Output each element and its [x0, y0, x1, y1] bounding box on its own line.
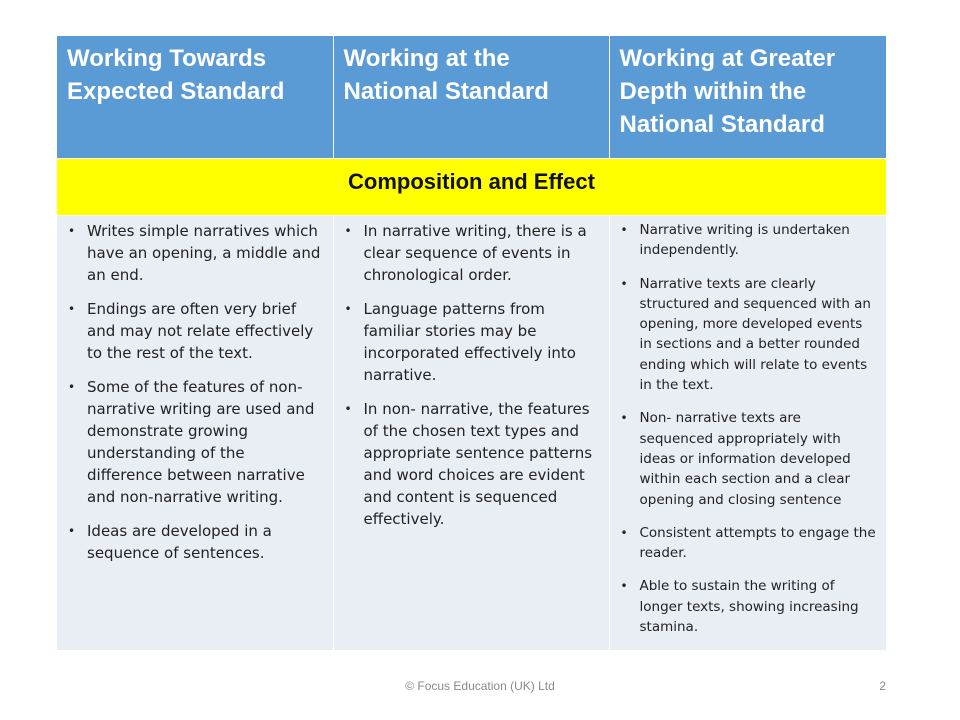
list-item-text: Endings are often very brief and may not relate effectively to the rest of the text.	[87, 300, 314, 362]
bullet-icon: •	[68, 224, 76, 238]
bullet-icon: •	[620, 579, 628, 594]
bullet-icon: •	[68, 380, 76, 394]
section-band-row	[57, 159, 886, 216]
header-national-standard: Working at the National Standard	[333, 36, 609, 159]
list-item	[344, 398, 599, 530]
criteria-cell-greater-depth	[609, 216, 886, 651]
section-band	[57, 159, 886, 216]
criteria-list-national-standard	[344, 220, 599, 530]
list-item	[67, 376, 323, 508]
list-item-text: Language patterns from familiar stories may be incorporated effectively into narrative.	[363, 300, 576, 384]
list-item	[620, 576, 877, 637]
list-item-text: Ideas are developed in a sequence of sentences.	[87, 522, 272, 562]
bullet-icon: •	[620, 276, 628, 291]
criteria-row	[57, 216, 886, 651]
criteria-cell-working-towards	[57, 216, 333, 651]
list-item	[67, 298, 323, 364]
bullet-icon: •	[620, 525, 628, 540]
bullet-icon: •	[344, 224, 352, 238]
bullet-icon: •	[68, 524, 76, 538]
list-item-text: In non- narrative, the features of the chosen text types and appropriate sentence patterns and word choices are evident and content is sequenced effectively.	[363, 400, 593, 528]
list-item	[67, 520, 323, 564]
standards-table	[57, 36, 886, 650]
list-item-text: Consistent attempts to engage the reader.	[639, 524, 876, 562]
list-item	[344, 220, 599, 286]
list-item-text: Narrative texts are clearly structured and sequenced with an opening, more developed events in sections and a better rounded ending which will relate to events in the text.	[639, 275, 871, 394]
bullet-icon: •	[620, 411, 628, 426]
bullet-icon: •	[344, 402, 352, 416]
bullet-icon: •	[68, 302, 76, 316]
list-item	[620, 220, 877, 261]
section-title: Composition and Effect	[348, 169, 595, 194]
list-item	[620, 274, 877, 396]
bullet-icon: •	[620, 223, 628, 237]
list-item	[620, 408, 877, 509]
criteria-cell-national-standard	[333, 216, 609, 651]
header-greater-depth: Working at Greater Depth within the National Standard	[609, 36, 886, 159]
list-item-text: Non- narrative texts are sequenced appropriately with ideas or information developed within each section and a clear opening and closing sentence	[639, 410, 851, 508]
list-item	[67, 220, 323, 286]
header-row	[57, 36, 886, 159]
criteria-list-greater-depth	[620, 220, 877, 637]
header-working-towards: Working Towards Expected Standard	[57, 36, 333, 159]
list-item-text: Able to sustain the writing of longer texts, showing increasing stamina.	[639, 578, 859, 636]
list-item-text: Narrative writing is undertaken independently.	[639, 222, 850, 259]
list-item-text: Some of the features of non-narrative writing are used and demonstrate growing understanding of the difference between narrative and non-narrative writing.	[87, 378, 315, 506]
list-item-text: In narrative writing, there is a clear sequence of events in chronological order.	[363, 222, 587, 284]
page-number: 2	[879, 679, 886, 693]
list-item	[344, 298, 599, 386]
list-item	[620, 523, 877, 564]
copyright-footer: © Focus Education (UK) Ltd	[405, 679, 555, 693]
criteria-list-working-towards	[67, 220, 323, 564]
bullet-icon: •	[344, 302, 352, 316]
list-item-text: Writes simple narratives which have an opening, a middle and an end.	[87, 222, 321, 284]
